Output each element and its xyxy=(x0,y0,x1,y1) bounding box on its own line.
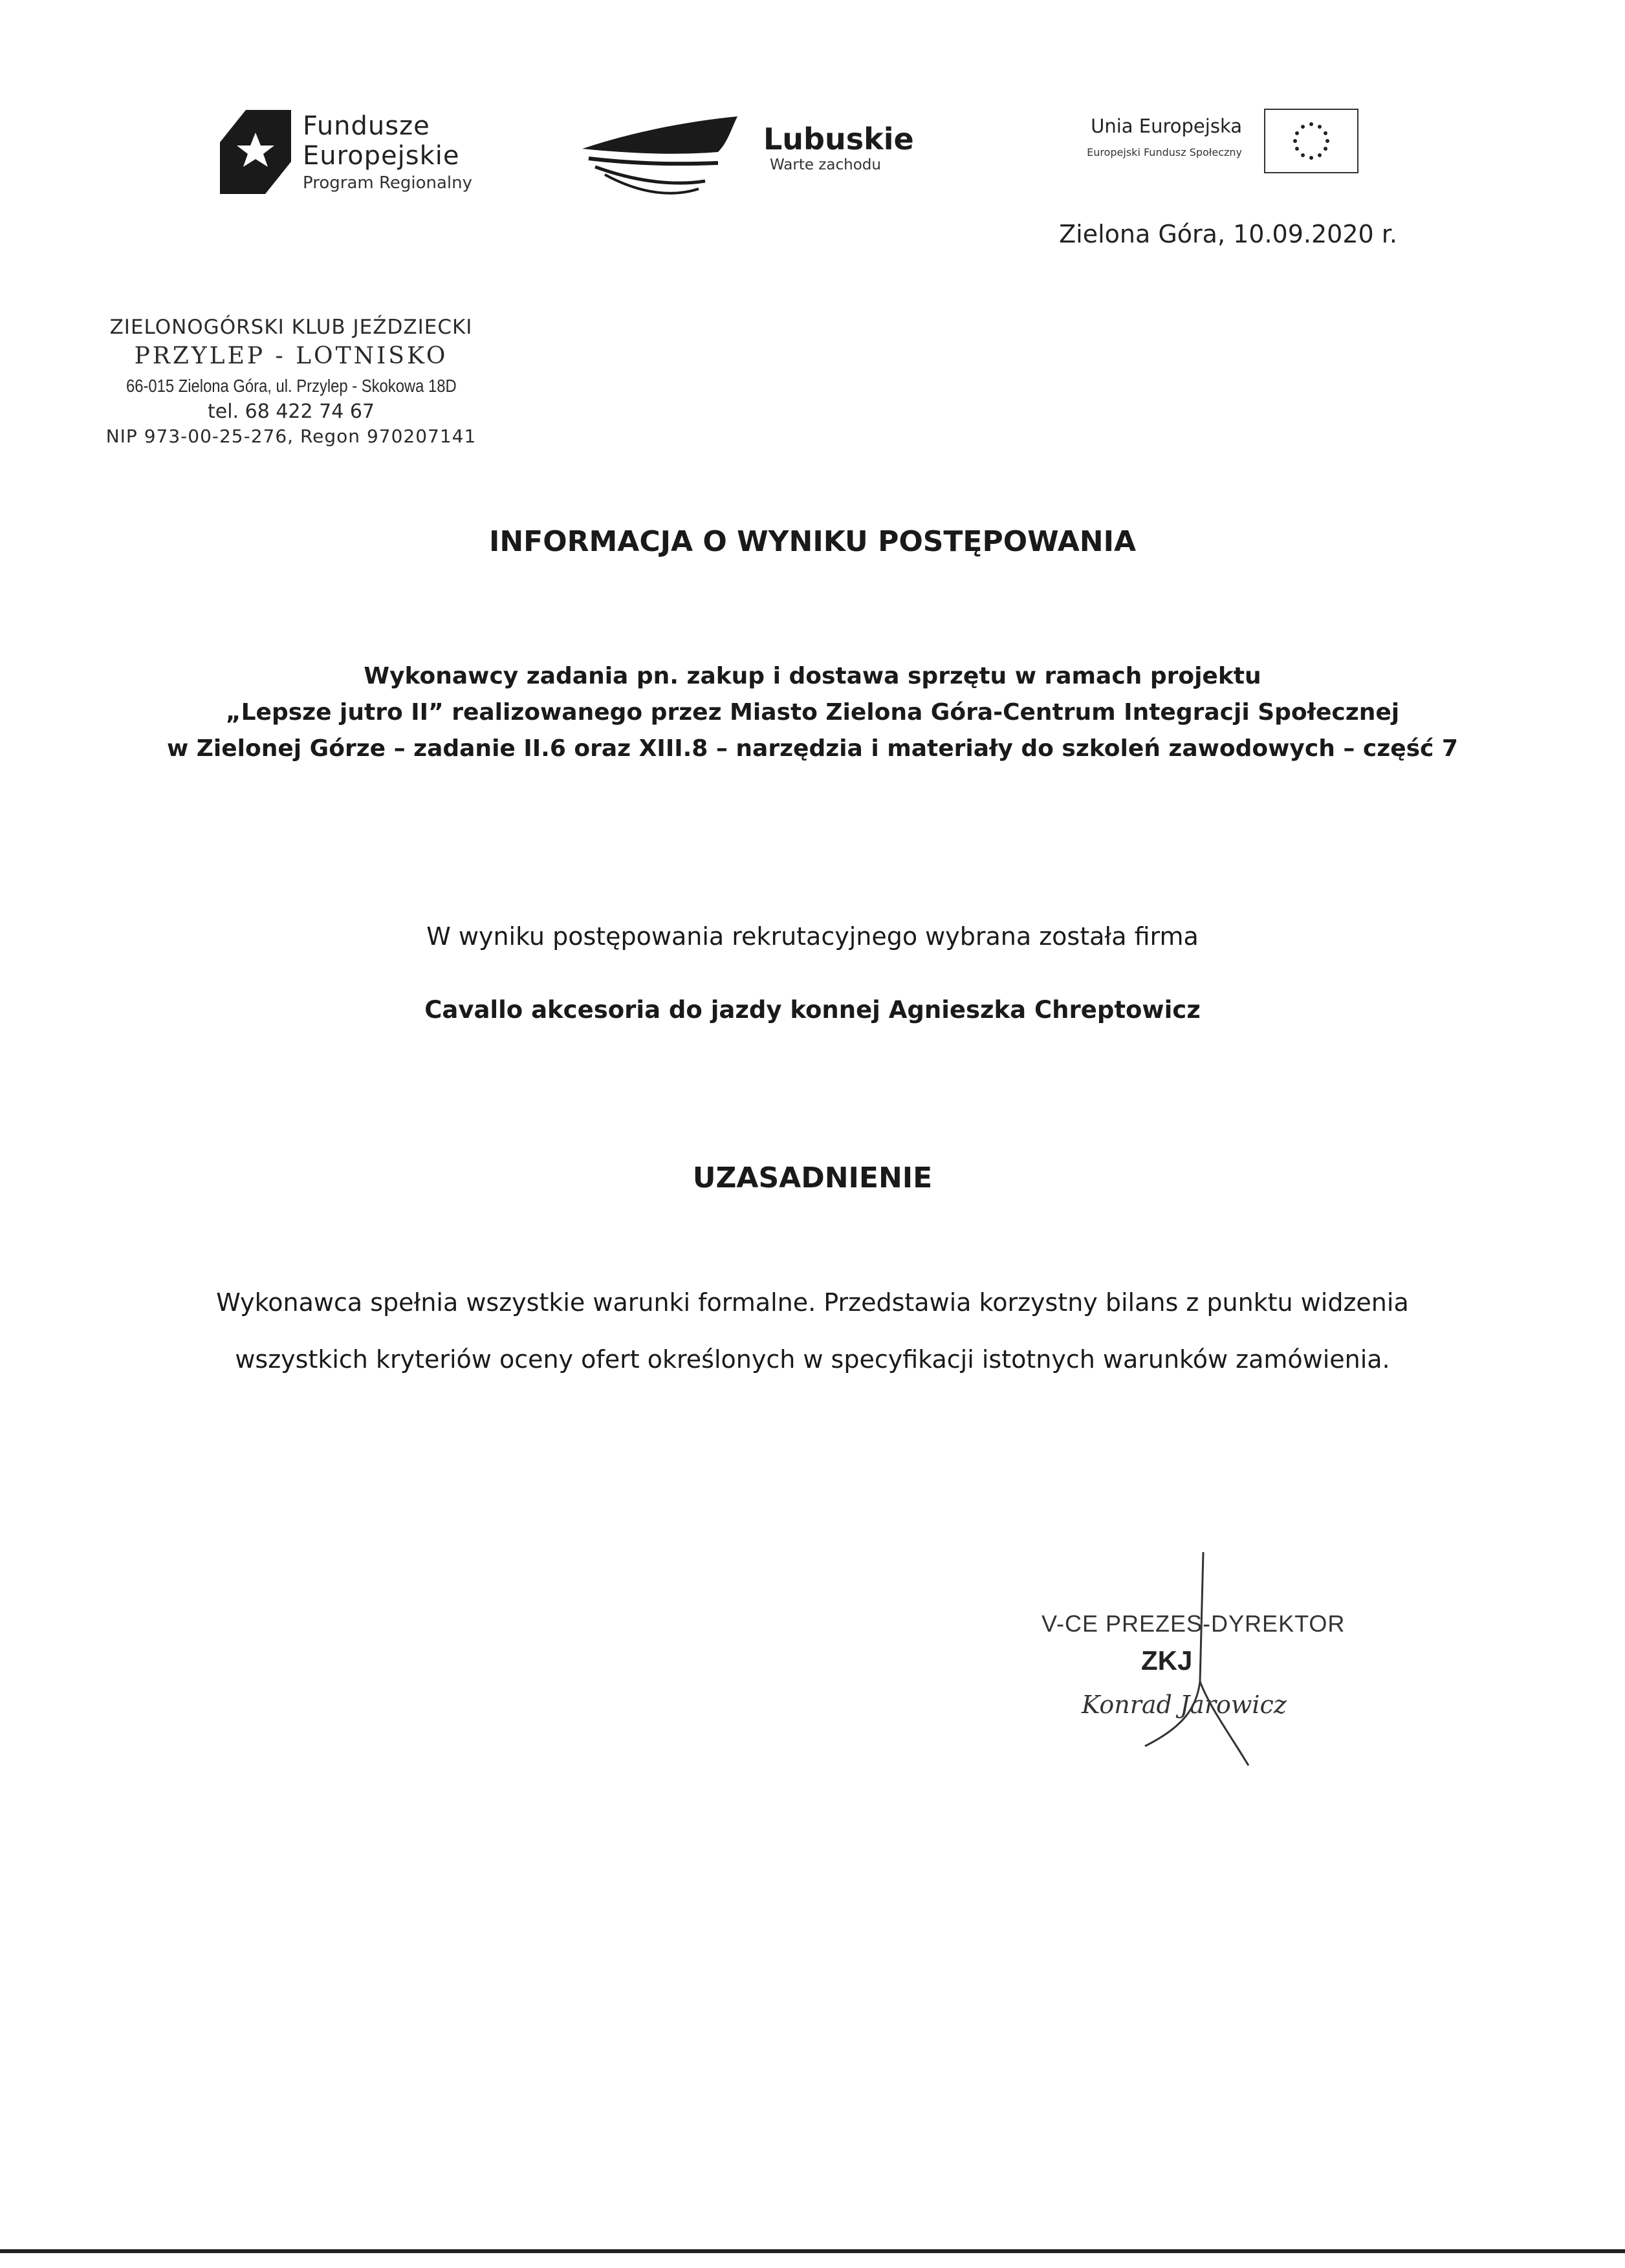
logo-unia-europejska xyxy=(1022,109,1358,180)
fe-line3: Program Regionalny xyxy=(303,173,472,193)
stamp-line3: 66-015 Zielona Góra, ul. Przylep - Skokowa 18D xyxy=(126,376,457,396)
justification-title: UZASADNIENIE xyxy=(692,1161,933,1194)
eu-name: Unia Europejska xyxy=(1091,115,1242,137)
stamp-line1: ZIELONOGÓRSKI KLUB JEŹDZIECKI xyxy=(109,316,473,339)
fe-line1: Fundusze xyxy=(303,111,430,141)
lubuskie-tagline: Warte zachodu xyxy=(770,157,881,173)
page-bottom-edge xyxy=(0,2249,1625,2253)
stamp-line4: tel. 68 422 74 67 xyxy=(207,400,375,423)
selected-company: Cavallo akcesoria do jazdy konnej Agnieszka Chreptowicz xyxy=(424,996,1201,1024)
stamp-line2: PRZYLEP - LOTNISKO xyxy=(134,343,448,369)
lubuskie-wing-icon xyxy=(569,103,763,200)
eu-fund: Europejski Fundusz Społeczny xyxy=(1087,146,1242,158)
selection-intro: W wyniku postępowania rekrutacyjnego wybrana została firma xyxy=(426,922,1199,951)
signatory-org: ZKJ xyxy=(1141,1645,1193,1676)
fundusze-europejskie-icon xyxy=(220,110,291,194)
eu-flag-icon xyxy=(1264,109,1358,173)
lubuskie-name: Lubuskie xyxy=(763,122,914,157)
logo-lubuskie xyxy=(569,103,914,200)
document-date: Zielona Góra, 10.09.2020 r. xyxy=(1059,220,1397,248)
signatory-name: Konrad Jarowicz xyxy=(1082,1690,1287,1719)
organization-stamp xyxy=(97,316,511,447)
document-title: INFORMACJA O WYNIKU POSTĘPOWANIA xyxy=(488,525,1136,558)
fe-line2: Europejskie xyxy=(303,141,460,171)
justification-line2: wszystkich kryteriów oceny ofert określonych w specyfikacji istotnych warunków zamówienia. xyxy=(235,1345,1390,1374)
justification-line1: Wykonawca spełnia wszystkie warunki formalne. Przedstawia korzystny bilans z punktu widzenia xyxy=(216,1288,1409,1317)
subject-line2: „Lepsze jutro II” realizowanego przez Miasto Zielona Góra-Centrum Integracji Społecznej xyxy=(225,699,1400,726)
signatory-position: V-CE PREZES-DYREKTOR xyxy=(1042,1610,1346,1637)
subject-line3: w Zielonej Górze – zadanie II.6 oraz XIII.8 – narzędzia i materiały do szkoleń zawodowych – część 7 xyxy=(167,735,1458,762)
logo-fundusze-europejskie xyxy=(220,103,530,200)
stamp-line5: NIP 973-00-25-276, Regon 970207141 xyxy=(105,426,477,447)
subject-line1: Wykonawcy zadania pn. zakup i dostawa sprzętu w ramach projektu xyxy=(364,663,1261,689)
